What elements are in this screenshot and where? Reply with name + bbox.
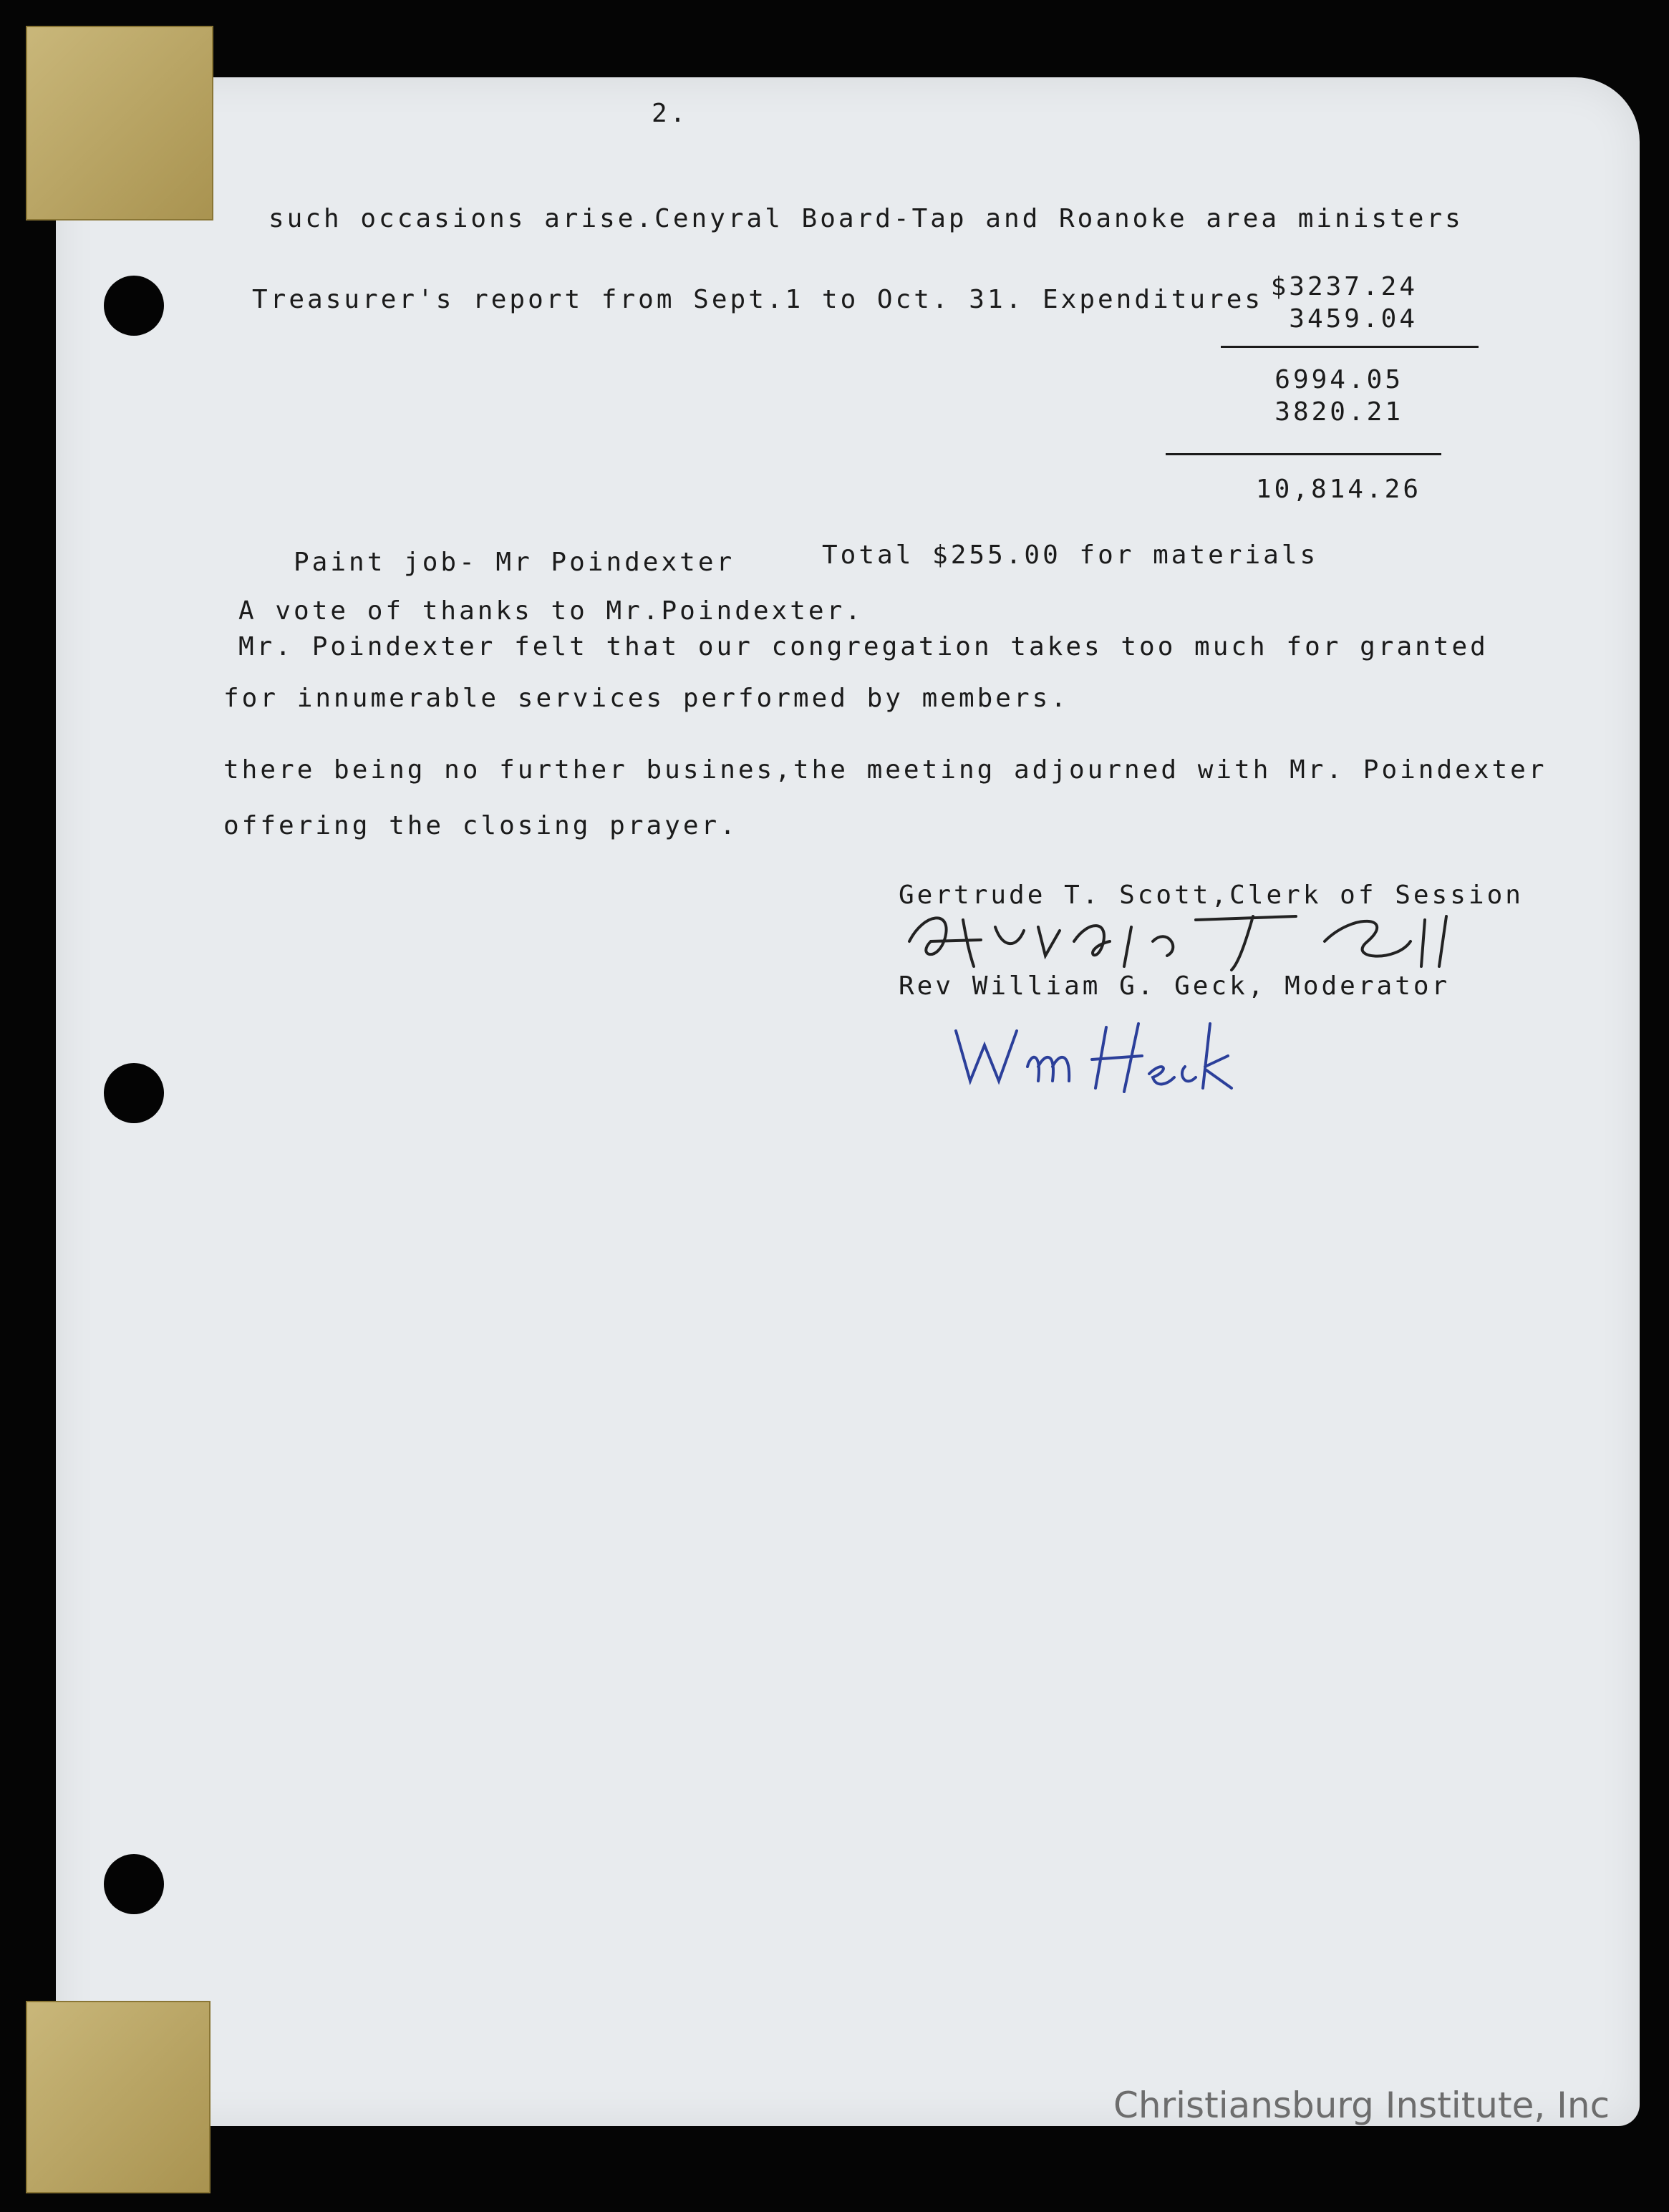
punch-hole-bottom [104,1854,164,1914]
watermark: Christiansburg Institute, Inc [1113,2085,1610,2126]
moderator-signature-line: Rev William G. Geck, Moderator [899,971,1451,1001]
punch-hole-middle [104,1063,164,1123]
line-occasions: such occasions arise.Cenyral Board-Tap and Roanoke area ministers [269,204,1464,233]
figure-second: 3459.04 [1289,304,1418,334]
punch-hole-top [104,276,164,336]
figure-subtotal: 6994.05 [1274,365,1403,394]
clerk-signature-line: Gertrude T. Scott,Clerk of Session [899,881,1524,910]
page-number: 2. [652,99,689,128]
line-closing-prayer: offering the closing prayer. [223,811,738,840]
line-vote-thanks: A vote of thanks to Mr.Poindexter. [238,596,863,626]
figure-total: 10,814.26 [1255,475,1421,504]
sum-rule-2 [1166,453,1441,455]
line-adjourned: there being no further busines,the meeting adjourned with Mr. Poindexter [223,755,1547,785]
figure-third: 3820.21 [1274,397,1403,427]
line-paint-job: Paint job- Mr Poindexter [294,548,735,577]
sum-rule-1 [1221,346,1479,348]
line-poindexter-felt: Mr. Poindexter felt that our congregation takes too much for granted [238,632,1489,661]
line-paint-total: Total $255.00 for materials [822,540,1319,570]
line-innumerable-services: for innumerable services performed by members. [223,684,1069,713]
moderator-handwritten-signature [949,1017,1235,1102]
binder-tab-bottom [26,2001,211,2193]
binder-tab-top [26,26,213,220]
figure-expenditures: $3237.24 [1270,272,1418,301]
line-treasurer-report: Treasurer's report from Sept.1 to Oct. 31. Expenditures [252,285,1264,314]
clerk-handwritten-signature [895,898,1496,977]
